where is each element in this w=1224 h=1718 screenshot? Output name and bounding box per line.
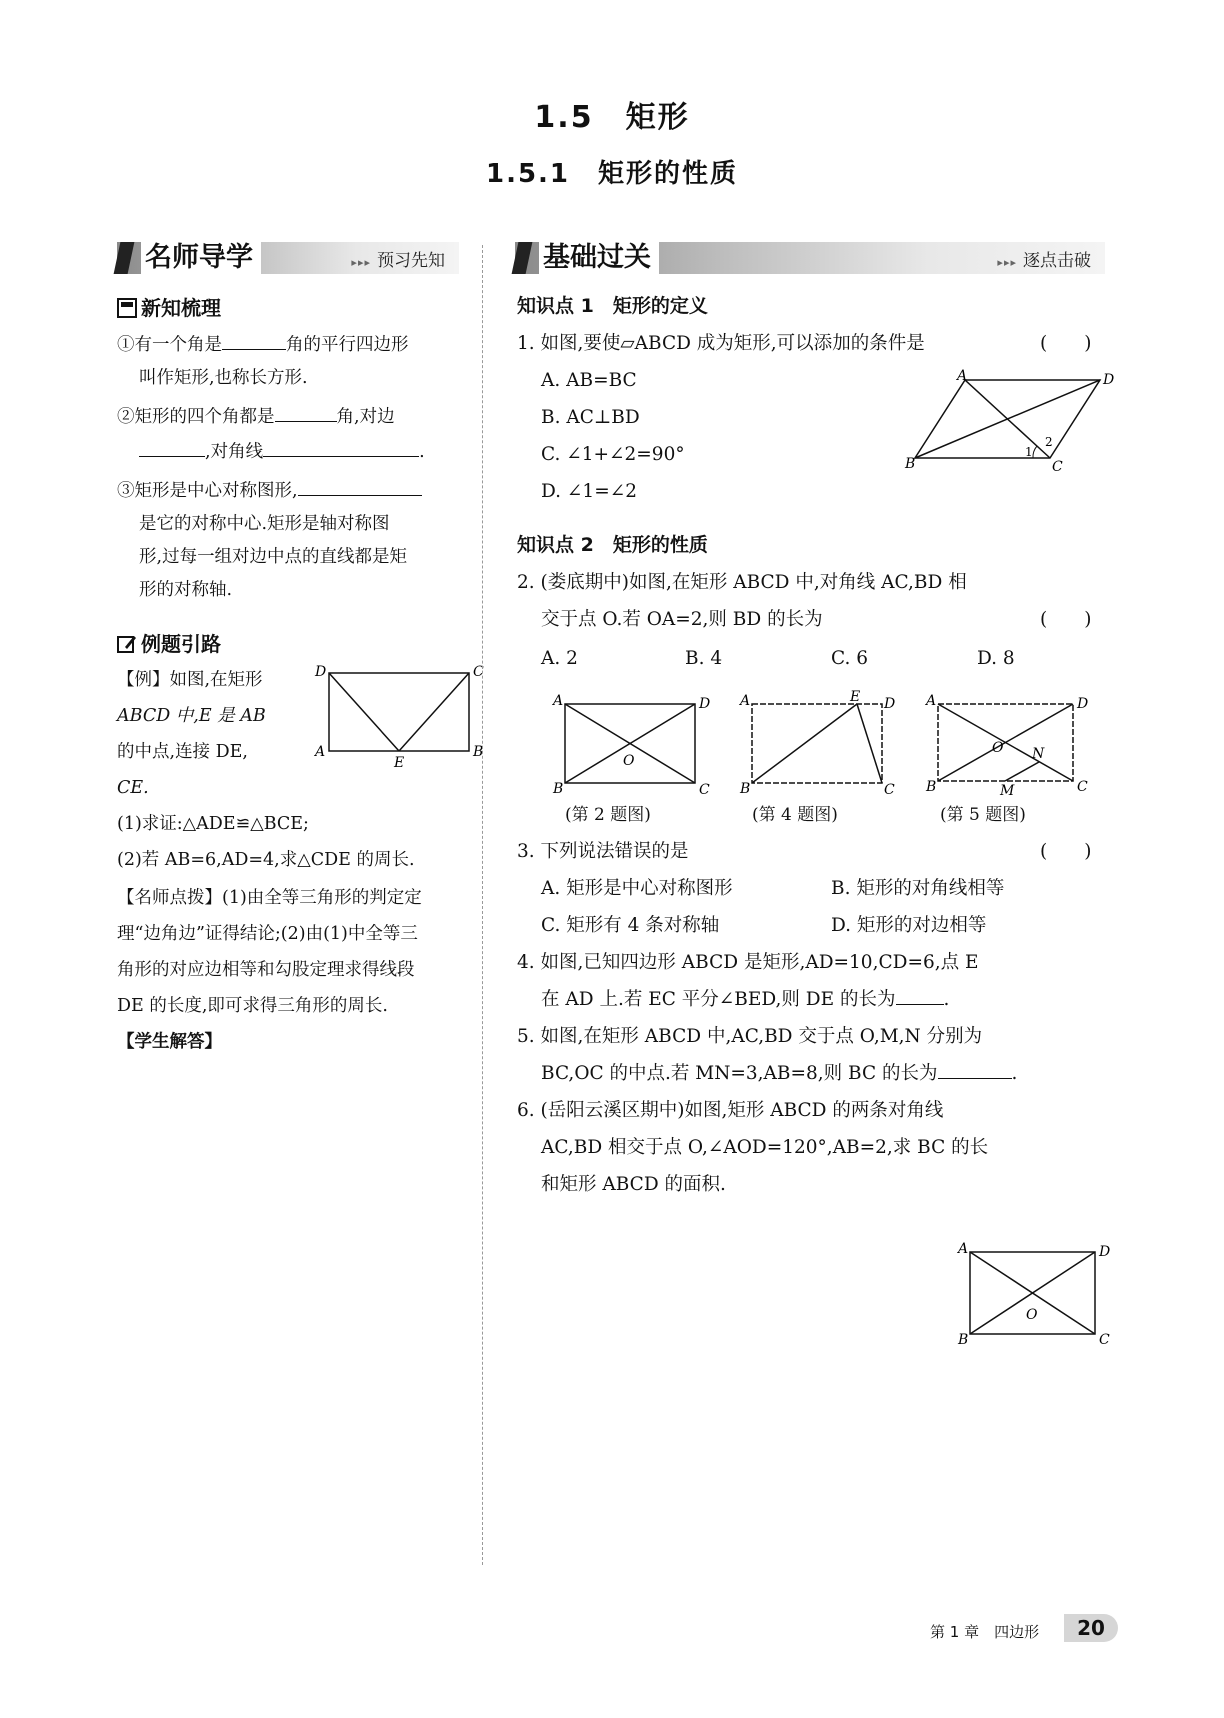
question-6-line3: 和矩形 ABCD 的面积. xyxy=(541,1174,726,1195)
label-A: A xyxy=(740,693,751,709)
right-banner-subtitle: 逐点击破 xyxy=(1023,251,1091,271)
q2-option-C: C. 6 xyxy=(831,648,869,669)
label-C: C xyxy=(884,782,895,798)
column-divider xyxy=(482,245,483,1565)
question-4-line1: 4. 如图,已知四边形 ABCD 是矩形,AD=10,CD=6,点 E xyxy=(517,952,979,973)
blank xyxy=(263,434,419,457)
tip-line-4: DE 的长度,即可求得三角形的周长. xyxy=(117,996,388,1016)
triple-arrow-icon: ▸▸▸ xyxy=(997,256,1017,269)
q1-option-D: D. ∠1=∠2 xyxy=(541,481,637,502)
label-O: O xyxy=(623,753,635,769)
q5-figure-caption: (第 5 题图) xyxy=(940,805,1026,825)
q4-figure-caption: (第 4 题图) xyxy=(752,805,838,825)
label-A: A xyxy=(958,1241,969,1257)
example-line-3: 的中点,连接 DE, xyxy=(117,742,248,762)
point-3-line3: 形,过每一组对边中点的直线都是矩 xyxy=(139,547,408,567)
point-2: ②矩形的四个角都是 角,对边 xyxy=(117,399,472,434)
example-line-4: CE. xyxy=(117,778,149,798)
q1-figure xyxy=(905,368,1115,478)
q3-option-B: B. 矩形的对角线相等 xyxy=(831,878,1005,899)
pencil-icon xyxy=(117,634,137,654)
q2-answer-paren: ( ) xyxy=(1040,609,1092,630)
label-M: M xyxy=(1000,783,1015,799)
blank xyxy=(938,1056,1012,1079)
label-C: C xyxy=(473,664,484,680)
label-D: D xyxy=(1103,372,1115,388)
tip-line-2: 理“边角边”证得结论;(2)由(1)中全等三 xyxy=(117,924,418,944)
q2-options xyxy=(541,640,1015,677)
knowledge-point-2: 知识点 2 矩形的性质 xyxy=(517,534,708,556)
example-line-1: 【例】如图,在矩形 xyxy=(117,670,263,690)
q6-figure xyxy=(948,1240,1118,1350)
page-number: 20 xyxy=(1064,1614,1118,1642)
label-O: O xyxy=(992,740,1004,756)
left-banner-subtitle: 预习先知 xyxy=(377,251,445,271)
question-2-line1: 2. (娄底期中)如图,在矩形 ABCD 中,对角线 AC,BD 相 xyxy=(517,572,967,593)
section-new-knowledge-label: 新知梳理 xyxy=(141,296,221,320)
label-A: A xyxy=(553,693,564,709)
right-banner-title: 基础过关 xyxy=(539,240,659,276)
triple-arrow-icon: ▸▸▸ xyxy=(351,256,371,269)
question-4-line2: 在 AD 上.若 EC 平分∠BED,则 DE 的长为 . xyxy=(517,981,1117,1018)
blank xyxy=(896,982,944,1005)
question-6-line1: 6. (岳阳云溪区期中)如图,矩形 ABCD 的两条对角线 xyxy=(517,1100,944,1121)
section-example xyxy=(117,628,221,657)
label-B: B xyxy=(473,744,484,760)
point-1: ①有一个角是 角的平行四边形 xyxy=(117,327,472,362)
student-answer-label: 【学生解答】 xyxy=(117,1032,222,1052)
point-3-line2: 是它的对称中心.矩形是轴对称图 xyxy=(139,514,390,534)
point-3: ③矩形是中心对称图形, xyxy=(117,473,472,508)
label-D: D xyxy=(1077,696,1089,712)
example-question-2: (2)若 AB=6,AD=4,求△CDE 的周长. xyxy=(117,850,415,870)
point-2-cont: ,对角线 . xyxy=(117,434,472,469)
label-D: D xyxy=(1099,1244,1111,1260)
question-5-line2: BC,OC 的中点.若 MN=3,AB=8,则 BC 的长为 . xyxy=(517,1055,1117,1092)
q3-option-D: D. 矩形的对边相等 xyxy=(831,915,987,936)
label-N: N xyxy=(1032,746,1045,762)
page-subtitle: 1.5.1 矩形的性质 xyxy=(485,159,739,189)
example-question-1: (1)求证:△ADE≌△BCE; xyxy=(117,814,309,834)
q2-option-A: A. 2 xyxy=(541,648,578,669)
q1-option-A: A. AB=BC xyxy=(541,370,637,391)
q2-option-B: B. 4 xyxy=(685,648,723,669)
section-example-label: 例题引路 xyxy=(141,632,221,656)
label-A: A xyxy=(315,744,326,760)
question-6-line2: AC,BD 相交于点 O,∠AOD=120°,AB=2,求 BC 的长 xyxy=(541,1137,989,1158)
question-3: 3. 下列说法错误的是 xyxy=(517,841,689,862)
label-D: D xyxy=(699,696,711,712)
page-title: 1.5 矩形 xyxy=(534,100,690,135)
label-C: C xyxy=(1077,779,1088,795)
q1-option-B: B. AC⊥BD xyxy=(541,407,640,428)
label-E: E xyxy=(394,755,405,771)
label-A: A xyxy=(926,693,937,709)
q4-figure xyxy=(732,689,902,798)
label-B: B xyxy=(553,781,564,797)
label-C: C xyxy=(1099,1332,1110,1348)
footer-chapter: 第 1 章 四边形 xyxy=(930,1623,1040,1641)
example-line-2: ABCD 中,E 是 AB xyxy=(117,706,266,726)
blank xyxy=(298,473,422,496)
question-5-line1: 5. 如图,在矩形 ABCD 中,AC,BD 交于点 O,M,N 分别为 xyxy=(517,1026,983,1047)
label-B: B xyxy=(958,1332,969,1348)
label-D: D xyxy=(315,664,327,680)
label-E: E xyxy=(850,689,861,705)
label-C: C xyxy=(699,782,710,798)
label-O: O xyxy=(1026,1307,1038,1323)
label-B: B xyxy=(905,456,916,472)
blank xyxy=(139,434,205,457)
tip-line-3: 角形的对应边相等和勾股定理求得线段 xyxy=(117,960,415,980)
flag-icon xyxy=(117,298,137,318)
question-2-line2: 交于点 O.若 OA=2,则 BD 的长为 xyxy=(541,609,823,630)
angle-2: 2 xyxy=(1045,435,1053,449)
label-B: B xyxy=(740,781,751,797)
q2-figure xyxy=(545,692,715,797)
q3-option-A: A. 矩形是中心对称图形 xyxy=(541,878,733,899)
left-banner xyxy=(117,242,459,274)
label-A: A xyxy=(957,368,968,384)
label-D: D xyxy=(884,696,896,712)
point-3-line4: 形的对称轴. xyxy=(139,580,233,600)
q3-option-C: C. 矩形有 4 条对称轴 xyxy=(541,915,720,936)
angle-1: 1 xyxy=(1025,445,1033,459)
blank xyxy=(222,327,286,350)
q1-answer-paren: ( ) xyxy=(1040,333,1092,354)
q2-figure-caption: (第 2 题图) xyxy=(565,805,651,825)
q2-option-D: D. 8 xyxy=(977,648,1015,669)
section-new-knowledge xyxy=(117,292,221,321)
point-1-cont: 叫作矩形,也称长方形. xyxy=(139,368,308,388)
knowledge-point-1: 知识点 1 矩形的定义 xyxy=(517,295,708,317)
label-C: C xyxy=(1052,459,1063,475)
q1-option-C: C. ∠1+∠2=90° xyxy=(541,444,685,465)
q5-figure xyxy=(918,692,1093,797)
q3-answer-paren: ( ) xyxy=(1040,841,1092,862)
label-B: B xyxy=(926,779,937,795)
right-banner xyxy=(515,242,1105,274)
q3-options-row1 xyxy=(517,870,1117,907)
question-1: 1. 如图,要使▱ABCD 成为矩形,可以添加的条件是 xyxy=(517,333,925,354)
q3-options-row2 xyxy=(517,907,1117,944)
blank xyxy=(275,399,337,422)
example-figure xyxy=(315,663,484,771)
tip-line-1: 【名师点拨】(1)由全等三角形的判定定 xyxy=(117,888,422,908)
left-banner-title: 名师导学 xyxy=(141,240,261,276)
